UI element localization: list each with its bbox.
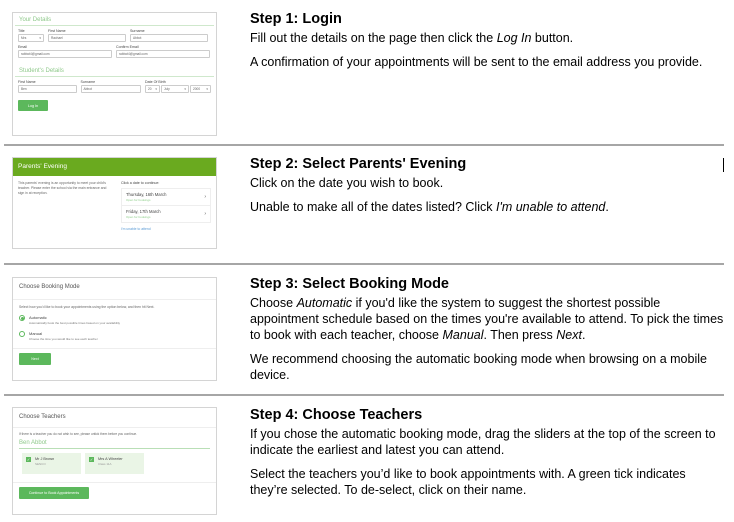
surname-field[interactable]: Abbot: [130, 34, 208, 42]
date-item-thursday[interactable]: Thursday, 16th March Open for bookings ›: [121, 188, 211, 206]
student-details-heading: Student's Details: [15, 64, 214, 77]
booking-mode-desc: Select how you'd like to book your appointments using the option below, and then hit Next.: [19, 305, 155, 309]
step-3: [250, 276, 725, 391]
step-2-text-2: Unable to make all of the dates listed? Click I'm unable to attend.: [250, 200, 609, 214]
dob-label: Date Of Birth: [145, 80, 166, 84]
student-first-name-label: First Name: [18, 80, 36, 84]
chevron-right-icon: ›: [204, 194, 206, 200]
student-surname-field[interactable]: Abbot: [81, 85, 141, 93]
booking-mode-screenshot: [12, 277, 217, 381]
email-label: Email: [18, 45, 27, 49]
step-2-text-1: Click on the date you wish to book.: [250, 176, 444, 190]
date-status: Open for bookings: [126, 215, 151, 219]
date-item-friday[interactable]: Friday, 17th March Open for bookings ›: [121, 206, 211, 223]
title-select[interactable]: Mrs ▾: [18, 34, 44, 42]
option-manual[interactable]: Manual Choose the time you would like to see each teacher: [13, 328, 216, 344]
choose-teachers-desc: If there is a teacher you do not wish to see, please untick them before you continue.: [19, 432, 138, 436]
step-3-title: Step 3: Select Booking Mode: [250, 276, 449, 292]
unable-to-attend-link[interactable]: I'm unable to attend: [121, 227, 151, 231]
date-prompt: Click a date to continue:: [121, 181, 160, 185]
parents-evening-screenshot: [12, 157, 217, 249]
chevron-down-icon: ▾: [39, 36, 41, 40]
step-2-title: Step 2: Select Parents' Evening: [250, 156, 467, 172]
booking-mode-header: Choose Booking Mode: [13, 278, 216, 300]
step-4-text-2: Select the teachers you’d like to book appointments with. A green tick indicates they’re selected. To de-select, click on their name.: [250, 467, 686, 497]
chevron-right-icon: ›: [204, 211, 206, 217]
divider-1: [4, 144, 724, 146]
parents-evening-header: Parents' Evening: [13, 158, 216, 176]
divider-2: [4, 263, 724, 265]
step-2: [250, 156, 725, 223]
step-1: [250, 11, 725, 78]
step-4-title: Step 4: Choose Teachers: [250, 407, 423, 423]
check-icon: ✓: [26, 457, 31, 462]
choose-teachers-screenshot: [12, 407, 217, 515]
chevron-down-icon: ▾: [206, 87, 208, 91]
first-name-field[interactable]: Rachael: [48, 34, 126, 42]
option-automatic[interactable]: Automatic Automatically book the best possible times based on your availability: [13, 312, 216, 328]
confirm-email-field[interactable]: rabbot4@gmail.com: [116, 50, 210, 58]
step-4-text-1: If you chose the automatic booking mode, drag the sliders at the top of the screen to indicate the earliest and latest you can attend.: [250, 427, 716, 457]
email-field[interactable]: rabbot4@gmail.com: [18, 50, 112, 58]
student-surname-label: Surname: [80, 80, 96, 84]
teacher-card-brown[interactable]: ✓ Mr J Brown SENCO: [22, 453, 81, 474]
chevron-down-icon: ▾: [184, 87, 186, 91]
step-3-text-2: We recommend choosing the automatic booking mode when browsing on a mobile device.: [250, 352, 707, 382]
step-1-text-1: Fill out the details on the page then click the Log In button.: [250, 31, 574, 45]
title-label: Title: [18, 29, 25, 33]
step-1-text-2: A confirmation of your appointments will be sent to the email address you provide.: [250, 55, 703, 69]
first-name-label: First Name: [48, 29, 66, 33]
dob-day-select[interactable]: 20 ▾: [145, 85, 160, 93]
login-screenshot: [12, 12, 217, 136]
log-in-button[interactable]: Log In: [18, 100, 48, 111]
continue-button[interactable]: Continue to Book Appointments: [19, 487, 89, 499]
surname-label: Surname: [130, 29, 145, 33]
student-name: Ben Abbot: [19, 440, 210, 449]
chevron-down-icon: ▾: [155, 87, 157, 91]
step-4: [250, 407, 725, 506]
dob-year-select[interactable]: 2000 ▾: [190, 85, 211, 93]
dob-month-select[interactable]: July ▾: [161, 85, 189, 93]
step-1-title: Step 1: Login: [250, 11, 342, 27]
evening-intro: This parents' evening is an opportunity to meet your child's teacher. Please enter the school via the main entrance and sign in at reception.: [18, 181, 107, 195]
check-icon: ✓: [89, 457, 94, 462]
teacher-card-wheeler[interactable]: ✓ Mrs A Wheeler Class 11A: [85, 453, 144, 474]
student-first-name-field[interactable]: Ben: [18, 85, 77, 93]
date-status: Open for bookings: [126, 198, 151, 202]
step-3-text-1: Choose Automatic if you'd like the system to suggest the shortest possible appointment schedule based on the times you're available to attend. To pick the times to book with each teacher, choose Manual. Then press Next.: [250, 296, 724, 342]
choose-teachers-header: Choose Teachers: [13, 408, 216, 428]
divider-3: [4, 394, 724, 396]
your-details-heading: Your Details: [15, 13, 214, 26]
confirm-email-label: Confirm Email: [116, 45, 139, 49]
radio-unselected-icon[interactable]: [19, 331, 25, 337]
next-button[interactable]: Next: [19, 353, 51, 365]
radio-selected-icon[interactable]: [19, 315, 25, 321]
